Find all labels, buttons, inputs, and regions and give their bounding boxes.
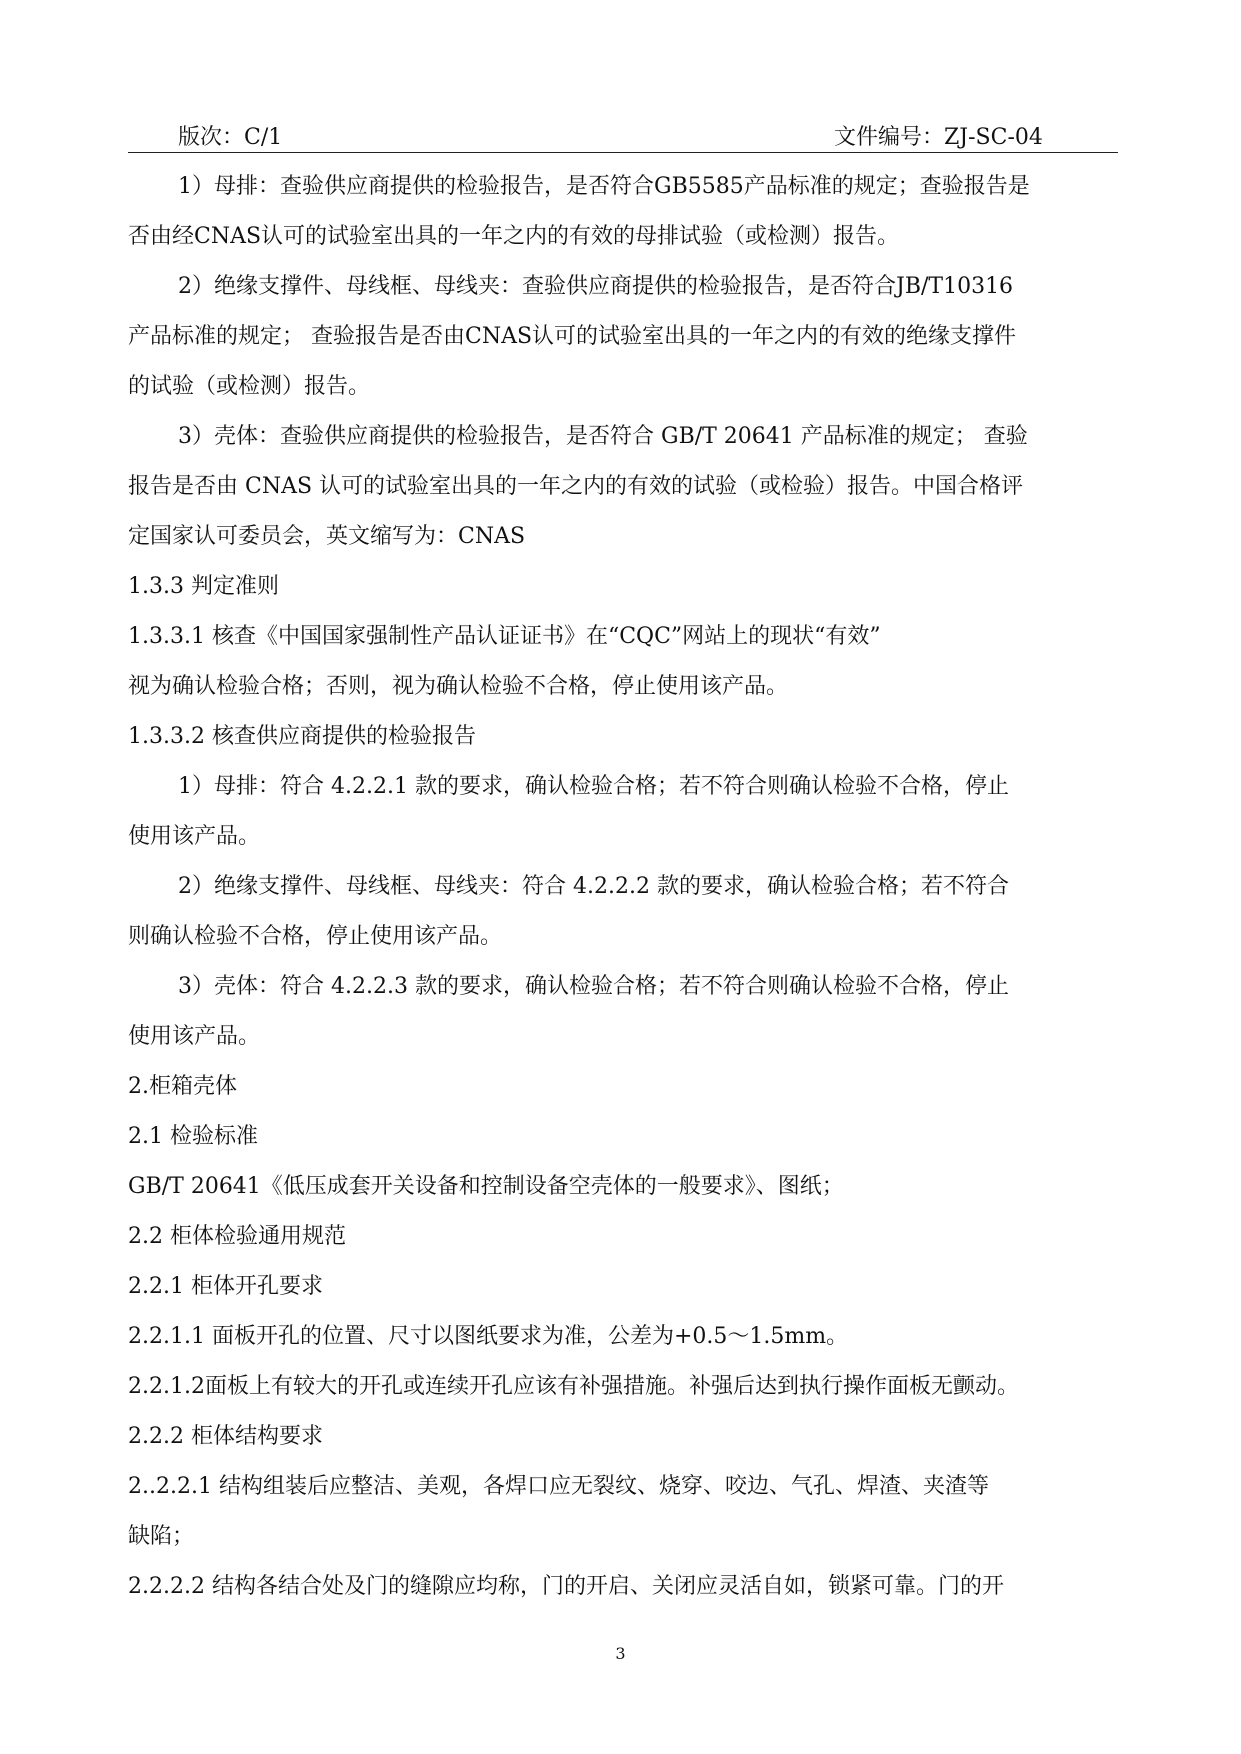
paragraph-line: 2.2.2.2 结构各结合处及门的缝隙应均称，门的开启、关闭应灵活自如，锁紧可靠。门的开 [128,1574,1004,1599]
edition-label: 版次：C/1 [178,125,283,150]
paragraph-line: 否由经CNAS认可的试验室出具的一年之内的有效的母排试验（或检测）报告。 [128,224,900,249]
paragraph-line: 1.3.3.1 核查《中国国家强制性产品认证证书》在“CQC”网站上的现状“有效” [128,624,881,649]
paragraph-line: 缺陷； [128,1524,195,1549]
section-heading: 2.1 检验标准 [128,1124,258,1149]
paragraph-line: 则确认检验不合格，停止使用该产品。 [128,924,503,949]
document-body [128,162,1118,1612]
paragraph-line: 1）母排：符合 4.2.2.1 款的要求，确认检验合格；若不符合则确认检验不合格，停止 [178,774,1009,799]
paragraph-line: 2.2.1.1 面板开孔的位置、尺寸以图纸要求为准，公差为+0.5～1.5mm。 [128,1324,849,1349]
paragraph-line: 的试验（或检测）报告。 [128,374,371,399]
header-rule [128,152,1118,153]
paragraph-line: 3）壳体：查验供应商提供的检验报告，是否符合 GB/T 20641 产品标准的规定； 查验 [178,424,1028,449]
page-number: 3 [615,1644,626,1663]
section-heading: 2.柜箱壳体 [128,1074,237,1099]
paragraph-line: 使用该产品。 [128,824,261,849]
paragraph-line: 3）壳体：符合 4.2.2.3 款的要求，确认检验合格；若不符合则确认检验不合格，停止 [178,974,1009,999]
page-header [128,118,1118,152]
paragraph-line: 定国家认可委员会，英文缩写为：CNAS [128,524,526,549]
section-heading: 2.2 柜体检验通用规范 [128,1224,346,1249]
paragraph-line: 2）绝缘支撑件、母线框、母线夹：符合 4.2.2.2 款的要求，确认检验合格；若不符合 [178,874,1009,899]
paragraph-line: 产品标准的规定； 查验报告是否由CNAS认可的试验室出具的一年之内的有效的绝缘支撑件 [128,324,1017,349]
paragraph-line: GB/T 20641《低压成套开关设备和控制设备空壳体的一般要求》、图纸； [128,1174,844,1199]
paragraph-line: 报告是否由 CNAS 认可的试验室出具的一年之内的有效的试验（或检验）报告。中国合格评 [128,474,1024,499]
section-heading: 2.2.2 柜体结构要求 [128,1424,323,1449]
document-number: 文件编号：ZJ-SC-04 [834,125,1043,150]
paragraph-line: 视为确认检验合格；否则，视为确认检验不合格，停止使用该产品。 [128,674,789,699]
section-heading: 1.3.3.2 核查供应商提供的检验报告 [128,724,476,749]
paragraph-line: 使用该产品。 [128,1024,261,1049]
section-heading: 2.2.1 柜体开孔要求 [128,1274,323,1299]
paragraph-line: 2）绝缘支撑件、母线框、母线夹：查验供应商提供的检验报告，是否符合JB/T10316 [178,274,1014,299]
paragraph-line: 2.2.1.2面板上有较大的开孔或连续开孔应该有补强措施。补强后达到执行操作面板无颤动。 [128,1374,1019,1399]
paragraph-line: 2..2.2.1 结构组装后应整洁、美观，各焊口应无裂纹、烧穿、咬边、气孔、焊渣、夹渣等 [128,1474,989,1499]
paragraph-line: 1）母排：查验供应商提供的检验报告，是否符合GB5585产品标准的规定；查验报告是 [178,174,1030,199]
section-heading: 1.3.3 判定准则 [128,574,279,599]
